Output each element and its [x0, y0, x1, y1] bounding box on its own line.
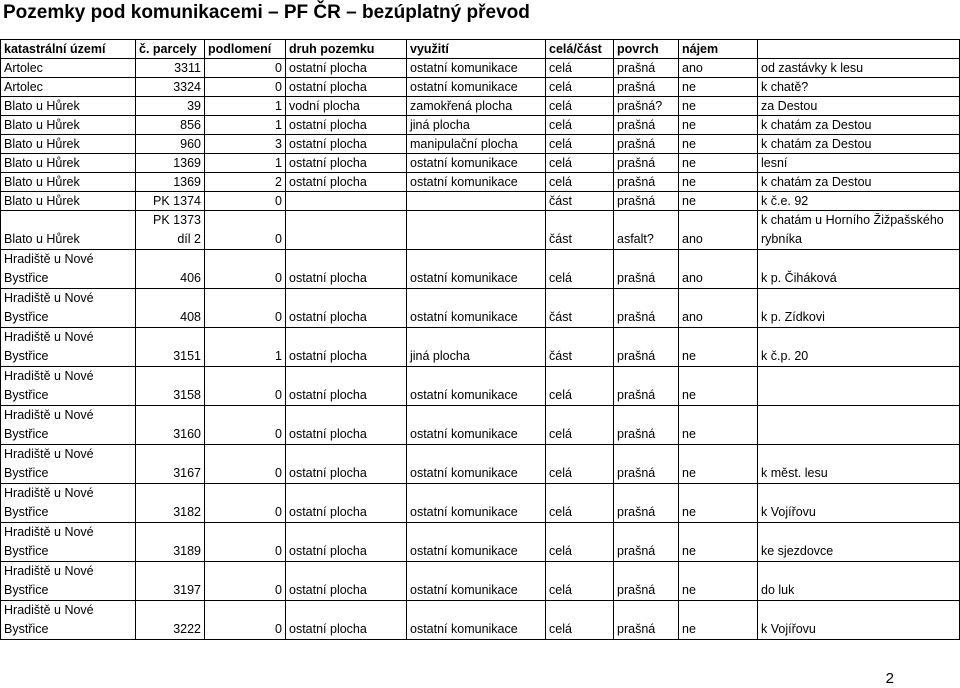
lease-cell: ano: [679, 289, 758, 328]
land-use-cell: ostatní komunikace: [407, 289, 546, 328]
land-type-cell: ostatní plocha: [286, 135, 407, 154]
land-use-cell: ostatní komunikace: [407, 154, 546, 173]
land-use-cell: [407, 192, 546, 211]
cadastral-area-cell: Hradiště u Nové Bystřice: [1, 250, 136, 289]
land-type-cell: ostatní plocha: [286, 78, 407, 97]
parcel-number-cell: 3222: [136, 601, 205, 640]
land-use-cell: ostatní komunikace: [407, 250, 546, 289]
subdivision-cell: 0: [205, 192, 286, 211]
land-type-cell: ostatní plocha: [286, 289, 407, 328]
whole-part-cell: celá: [546, 562, 614, 601]
land-use-cell: ostatní komunikace: [407, 59, 546, 78]
surface-cell: prašná: [614, 367, 679, 406]
subdivision-cell: 0: [205, 367, 286, 406]
table-row: [1, 328, 960, 367]
column-header: povrch: [614, 40, 679, 59]
cadastral-area-cell: Blato u Hůrek: [1, 97, 136, 116]
whole-part-cell: celá: [546, 601, 614, 640]
surface-cell: prašná: [614, 154, 679, 173]
table-body: [1, 59, 960, 640]
table-row: [1, 154, 960, 173]
note-cell: k chatám za Destou: [758, 135, 960, 154]
land-type-cell: ostatní plocha: [286, 367, 407, 406]
parcel-number-cell: PK 1374: [136, 192, 205, 211]
column-header: podlomení: [205, 40, 286, 59]
surface-cell: prašná?: [614, 97, 679, 116]
lease-cell: ne: [679, 328, 758, 367]
land-use-cell: ostatní komunikace: [407, 562, 546, 601]
table-row: [1, 289, 960, 328]
surface-cell: prašná: [614, 328, 679, 367]
surface-cell: asfalt?: [614, 211, 679, 250]
subdivision-cell: 0: [205, 562, 286, 601]
lease-cell: ne: [679, 601, 758, 640]
page-title: Pozemky pod komunikacemi – PF ČR – bezúplatný převod: [3, 2, 530, 23]
table-row: [1, 523, 960, 562]
column-header: [758, 40, 960, 59]
whole-part-cell: celá: [546, 116, 614, 135]
subdivision-cell: 0: [205, 59, 286, 78]
lease-cell: ne: [679, 173, 758, 192]
parcel-number-cell: 3311: [136, 59, 205, 78]
table-row: [1, 135, 960, 154]
table-row: [1, 173, 960, 192]
surface-cell: prašná: [614, 250, 679, 289]
land-type-cell: ostatní plocha: [286, 173, 407, 192]
note-cell: k č.p. 20: [758, 328, 960, 367]
table-row: [1, 78, 960, 97]
table-row: [1, 484, 960, 523]
land-type-cell: [286, 211, 407, 250]
surface-cell: prašná: [614, 135, 679, 154]
whole-part-cell: část: [546, 328, 614, 367]
lease-cell: ne: [679, 135, 758, 154]
parcel-number-cell: 1369: [136, 154, 205, 173]
subdivision-cell: 0: [205, 289, 286, 328]
cadastral-area-cell: Blato u Hůrek: [1, 154, 136, 173]
land-type-cell: [286, 192, 407, 211]
land-use-cell: ostatní komunikace: [407, 601, 546, 640]
lease-cell: ne: [679, 154, 758, 173]
table-row: [1, 192, 960, 211]
cadastral-area-cell: Blato u Hůrek: [1, 192, 136, 211]
note-cell: za Destou: [758, 97, 960, 116]
note-cell: [758, 406, 960, 445]
lease-cell: ne: [679, 116, 758, 135]
parcel-number-cell: 408: [136, 289, 205, 328]
cadastral-area-cell: Blato u Hůrek: [1, 211, 136, 250]
lease-cell: ne: [679, 523, 758, 562]
subdivision-cell: 1: [205, 116, 286, 135]
note-cell: k p. Zídkovi: [758, 289, 960, 328]
parcel-number-cell: 39: [136, 97, 205, 116]
land-type-cell: ostatní plocha: [286, 445, 407, 484]
land-use-cell: jiná plocha: [407, 116, 546, 135]
lease-cell: ano: [679, 59, 758, 78]
cadastral-area-cell: Hradiště u Nové Bystřice: [1, 328, 136, 367]
column-header: využití: [407, 40, 546, 59]
land-use-cell: manipulační plocha: [407, 135, 546, 154]
note-cell: k chatám za Destou: [758, 116, 960, 135]
parcel-number-cell: 3160: [136, 406, 205, 445]
subdivision-cell: 3: [205, 135, 286, 154]
cadastral-area-cell: Hradiště u Nové Bystřice: [1, 601, 136, 640]
note-cell: ke sjezdovce: [758, 523, 960, 562]
whole-part-cell: celá: [546, 97, 614, 116]
subdivision-cell: 0: [205, 211, 286, 250]
cadastral-area-cell: Hradiště u Nové Bystřice: [1, 367, 136, 406]
whole-part-cell: celá: [546, 59, 614, 78]
table-row: [1, 211, 960, 250]
note-cell: k Vojířovu: [758, 601, 960, 640]
column-header: druh pozemku: [286, 40, 407, 59]
land-type-cell: ostatní plocha: [286, 116, 407, 135]
whole-part-cell: celá: [546, 445, 614, 484]
table-row: [1, 406, 960, 445]
whole-part-cell: celá: [546, 135, 614, 154]
note-cell: lesní: [758, 154, 960, 173]
note-cell: k Vojířovu: [758, 484, 960, 523]
table-row: [1, 116, 960, 135]
whole-part-cell: celá: [546, 367, 614, 406]
cadastral-area-cell: Artolec: [1, 78, 136, 97]
surface-cell: prašná: [614, 445, 679, 484]
note-cell: k chatám u Horního Žižpašského rybníka: [758, 211, 960, 250]
land-use-cell: [407, 211, 546, 250]
land-use-cell: ostatní komunikace: [407, 406, 546, 445]
whole-part-cell: část: [546, 192, 614, 211]
land-type-cell: ostatní plocha: [286, 406, 407, 445]
lease-cell: ne: [679, 97, 758, 116]
parcel-number-cell: 856: [136, 116, 205, 135]
parcel-number-cell: 3189: [136, 523, 205, 562]
column-header: celá/část: [546, 40, 614, 59]
subdivision-cell: 0: [205, 523, 286, 562]
cadastral-area-cell: Hradiště u Nové Bystřice: [1, 406, 136, 445]
column-header: nájem: [679, 40, 758, 59]
cadastral-area-cell: Blato u Hůrek: [1, 135, 136, 154]
column-header: katastrální území: [1, 40, 136, 59]
cadastral-area-cell: Hradiště u Nové Bystřice: [1, 289, 136, 328]
surface-cell: prašná: [614, 59, 679, 78]
cadastral-area-cell: Hradiště u Nové Bystřice: [1, 445, 136, 484]
lease-cell: ne: [679, 192, 758, 211]
parcel-number-cell: 3324: [136, 78, 205, 97]
table-row: [1, 445, 960, 484]
table-row: [1, 367, 960, 406]
cadastral-area-cell: Hradiště u Nové Bystřice: [1, 523, 136, 562]
column-header: č. parcely: [136, 40, 205, 59]
whole-part-cell: celá: [546, 523, 614, 562]
land-type-cell: ostatní plocha: [286, 250, 407, 289]
land-use-cell: ostatní komunikace: [407, 445, 546, 484]
land-use-cell: ostatní komunikace: [407, 367, 546, 406]
table-row: [1, 250, 960, 289]
note-cell: [758, 367, 960, 406]
lease-cell: ne: [679, 78, 758, 97]
parcel-number-cell: 3167: [136, 445, 205, 484]
whole-part-cell: celá: [546, 154, 614, 173]
land-type-cell: ostatní plocha: [286, 484, 407, 523]
note-cell: k p. Čiháková: [758, 250, 960, 289]
surface-cell: prašná: [614, 406, 679, 445]
whole-part-cell: část: [546, 289, 614, 328]
parcel-number-cell: 3158: [136, 367, 205, 406]
surface-cell: prašná: [614, 173, 679, 192]
land-use-cell: ostatní komunikace: [407, 523, 546, 562]
cadastral-area-cell: Artolec: [1, 59, 136, 78]
parcel-number-cell: 3182: [136, 484, 205, 523]
table-row: [1, 59, 960, 78]
table-row: [1, 562, 960, 601]
land-type-cell: ostatní plocha: [286, 328, 407, 367]
whole-part-cell: celá: [546, 406, 614, 445]
parcel-number-cell: PK 1373 díl 2: [136, 211, 205, 250]
subdivision-cell: 0: [205, 445, 286, 484]
land-type-cell: ostatní plocha: [286, 154, 407, 173]
subdivision-cell: 1: [205, 97, 286, 116]
surface-cell: prašná: [614, 523, 679, 562]
page-number: 2: [885, 670, 894, 687]
table-row: [1, 97, 960, 116]
whole-part-cell: část: [546, 211, 614, 250]
land-type-cell: ostatní plocha: [286, 523, 407, 562]
land-use-cell: zamokřená plocha: [407, 97, 546, 116]
surface-cell: prašná: [614, 484, 679, 523]
subdivision-cell: 0: [205, 406, 286, 445]
surface-cell: prašná: [614, 116, 679, 135]
parcel-number-cell: 1369: [136, 173, 205, 192]
table-row: [1, 601, 960, 640]
surface-cell: prašná: [614, 601, 679, 640]
land-type-cell: ostatní plocha: [286, 59, 407, 78]
land-type-cell: vodní plocha: [286, 97, 407, 116]
parcel-number-cell: 960: [136, 135, 205, 154]
land-use-cell: ostatní komunikace: [407, 484, 546, 523]
whole-part-cell: celá: [546, 250, 614, 289]
lease-cell: ne: [679, 484, 758, 523]
land-type-cell: ostatní plocha: [286, 601, 407, 640]
whole-part-cell: celá: [546, 484, 614, 523]
lease-cell: ne: [679, 367, 758, 406]
subdivision-cell: 1: [205, 328, 286, 367]
lease-cell: ano: [679, 250, 758, 289]
subdivision-cell: 0: [205, 484, 286, 523]
parcel-number-cell: 3151: [136, 328, 205, 367]
cadastral-area-cell: Hradiště u Nové Bystřice: [1, 484, 136, 523]
whole-part-cell: celá: [546, 78, 614, 97]
whole-part-cell: celá: [546, 173, 614, 192]
lease-cell: ano: [679, 211, 758, 250]
parcel-number-cell: 3197: [136, 562, 205, 601]
parcels-table: [0, 39, 960, 640]
lease-cell: ne: [679, 445, 758, 484]
surface-cell: prašná: [614, 192, 679, 211]
cadastral-area-cell: Blato u Hůrek: [1, 173, 136, 192]
subdivision-cell: 0: [205, 601, 286, 640]
note-cell: k chatám za Destou: [758, 173, 960, 192]
surface-cell: prašná: [614, 562, 679, 601]
note-cell: k měst. lesu: [758, 445, 960, 484]
cadastral-area-cell: Blato u Hůrek: [1, 116, 136, 135]
land-type-cell: ostatní plocha: [286, 562, 407, 601]
table-header-row: [1, 40, 960, 59]
subdivision-cell: 2: [205, 173, 286, 192]
surface-cell: prašná: [614, 78, 679, 97]
note-cell: k č.e. 92: [758, 192, 960, 211]
note-cell: k chatě?: [758, 78, 960, 97]
subdivision-cell: 1: [205, 154, 286, 173]
lease-cell: ne: [679, 562, 758, 601]
land-use-cell: jiná plocha: [407, 328, 546, 367]
land-use-cell: ostatní komunikace: [407, 173, 546, 192]
subdivision-cell: 0: [205, 78, 286, 97]
note-cell: od zastávky k lesu: [758, 59, 960, 78]
cadastral-area-cell: Hradiště u Nové Bystřice: [1, 562, 136, 601]
surface-cell: prašná: [614, 289, 679, 328]
lease-cell: ne: [679, 406, 758, 445]
note-cell: do luk: [758, 562, 960, 601]
subdivision-cell: 0: [205, 250, 286, 289]
parcel-number-cell: 406: [136, 250, 205, 289]
land-use-cell: ostatní komunikace: [407, 78, 546, 97]
